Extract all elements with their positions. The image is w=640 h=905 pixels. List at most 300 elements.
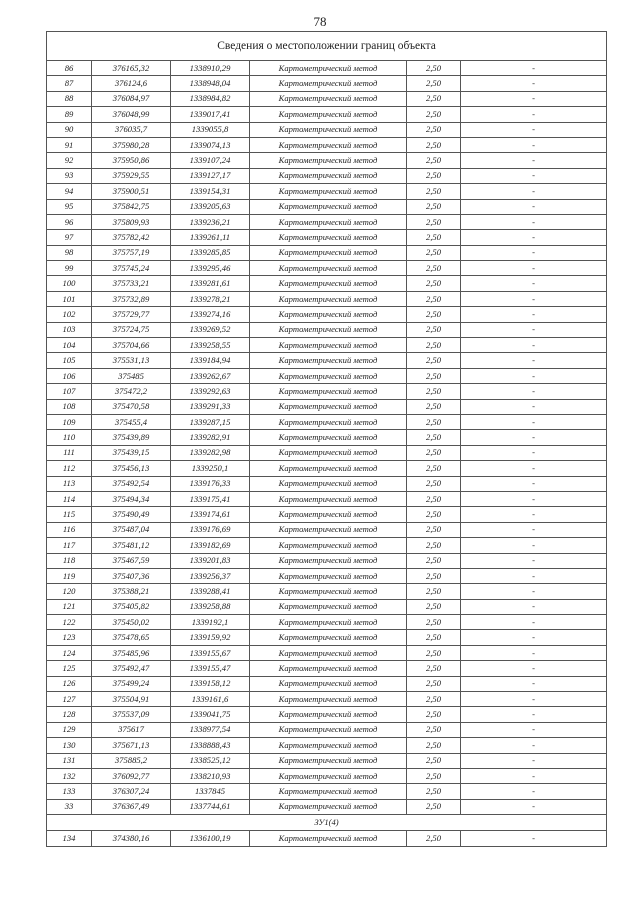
x-coordinate-cell: 375472,2 bbox=[92, 384, 171, 399]
method-cell: Картометрический метод bbox=[250, 353, 407, 368]
accuracy-cell: 2,50 bbox=[407, 91, 461, 106]
y-coordinate-cell: 1339155,47 bbox=[171, 661, 250, 676]
x-coordinate-cell: 375487,04 bbox=[92, 522, 171, 537]
y-coordinate-cell: 1339175,41 bbox=[171, 491, 250, 506]
table-row bbox=[47, 76, 607, 91]
table-row bbox=[47, 368, 607, 383]
description-cell: - bbox=[461, 291, 607, 306]
accuracy-cell: 2,50 bbox=[407, 353, 461, 368]
method-cell: Картометрический метод bbox=[250, 584, 407, 599]
table-row bbox=[47, 430, 607, 445]
accuracy-cell: 2,50 bbox=[407, 692, 461, 707]
point-number-cell: 108 bbox=[47, 399, 92, 414]
table-row bbox=[47, 722, 607, 737]
accuracy-cell: 2,50 bbox=[407, 707, 461, 722]
x-coordinate-cell: 375729,77 bbox=[92, 307, 171, 322]
accuracy-cell: 2,50 bbox=[407, 307, 461, 322]
method-cell: Картометрический метод bbox=[250, 445, 407, 460]
point-number-cell: 105 bbox=[47, 353, 92, 368]
method-cell: Картометрический метод bbox=[250, 261, 407, 276]
method-cell: Картометрический метод bbox=[250, 61, 407, 76]
table-row bbox=[47, 692, 607, 707]
accuracy-cell: 2,50 bbox=[407, 522, 461, 537]
y-coordinate-cell: 1339161,6 bbox=[171, 692, 250, 707]
description-cell: - bbox=[461, 831, 607, 846]
y-coordinate-cell: 1339205,63 bbox=[171, 199, 250, 214]
x-coordinate-cell: 375732,89 bbox=[92, 291, 171, 306]
accuracy-cell: 2,50 bbox=[407, 645, 461, 660]
point-number-cell: 95 bbox=[47, 199, 92, 214]
x-coordinate-cell: 376035,7 bbox=[92, 122, 171, 137]
y-coordinate-cell: 1339041,75 bbox=[171, 707, 250, 722]
table-row bbox=[47, 676, 607, 691]
point-number-cell: 96 bbox=[47, 214, 92, 229]
accuracy-cell: 2,50 bbox=[407, 507, 461, 522]
description-cell: - bbox=[461, 414, 607, 429]
method-cell: Картометрический метод bbox=[250, 122, 407, 137]
point-number-cell: 94 bbox=[47, 184, 92, 199]
y-coordinate-cell: 1339176,33 bbox=[171, 476, 250, 491]
table-row bbox=[47, 214, 607, 229]
table-row bbox=[47, 461, 607, 476]
method-cell: Картометрический метод bbox=[250, 768, 407, 783]
x-coordinate-cell: 375485 bbox=[92, 368, 171, 383]
x-coordinate-cell: 375885,2 bbox=[92, 753, 171, 768]
y-coordinate-cell: 1339158,12 bbox=[171, 676, 250, 691]
x-coordinate-cell: 375405,82 bbox=[92, 599, 171, 614]
description-cell: - bbox=[461, 184, 607, 199]
y-coordinate-cell: 1339192,1 bbox=[171, 615, 250, 630]
point-number-cell: 124 bbox=[47, 645, 92, 660]
table-row bbox=[47, 61, 607, 76]
accuracy-cell: 2,50 bbox=[407, 399, 461, 414]
point-number-cell: 93 bbox=[47, 168, 92, 183]
description-cell: - bbox=[461, 168, 607, 183]
y-coordinate-cell: 1339074,13 bbox=[171, 137, 250, 152]
method-cell: Картометрический метод bbox=[250, 568, 407, 583]
description-cell: - bbox=[461, 784, 607, 799]
y-coordinate-cell: 1339159,92 bbox=[171, 630, 250, 645]
point-number-cell: 86 bbox=[47, 61, 92, 76]
accuracy-cell: 2,50 bbox=[407, 199, 461, 214]
y-coordinate-cell: 1339250,1 bbox=[171, 461, 250, 476]
point-number-cell: 117 bbox=[47, 538, 92, 553]
x-coordinate-cell: 375617 bbox=[92, 722, 171, 737]
point-number-cell: 97 bbox=[47, 230, 92, 245]
method-cell: Картометрический метод bbox=[250, 230, 407, 245]
point-number-cell: 111 bbox=[47, 445, 92, 460]
y-coordinate-cell: 1338977,54 bbox=[171, 722, 250, 737]
point-number-cell: 92 bbox=[47, 153, 92, 168]
table-row bbox=[47, 168, 607, 183]
point-number-cell: 99 bbox=[47, 261, 92, 276]
accuracy-cell: 2,50 bbox=[407, 153, 461, 168]
description-cell: - bbox=[461, 122, 607, 137]
description-cell: - bbox=[461, 137, 607, 152]
method-cell: Картометрический метод bbox=[250, 322, 407, 337]
x-coordinate-cell: 375407,36 bbox=[92, 568, 171, 583]
description-cell: - bbox=[461, 661, 607, 676]
y-coordinate-cell: 1339291,33 bbox=[171, 399, 250, 414]
description-cell: - bbox=[461, 599, 607, 614]
x-coordinate-cell: 375450,02 bbox=[92, 615, 171, 630]
description-cell: - bbox=[461, 692, 607, 707]
description-cell: - bbox=[461, 461, 607, 476]
method-cell: Картометрический метод bbox=[250, 676, 407, 691]
description-cell: - bbox=[461, 76, 607, 91]
x-coordinate-cell: 375671,13 bbox=[92, 738, 171, 753]
point-number-cell: 126 bbox=[47, 676, 92, 691]
method-cell: Картометрический метод bbox=[250, 692, 407, 707]
point-number-cell: 131 bbox=[47, 753, 92, 768]
description-cell: - bbox=[461, 615, 607, 630]
method-cell: Картометрический метод bbox=[250, 414, 407, 429]
table-row bbox=[47, 491, 607, 506]
description-cell: - bbox=[461, 768, 607, 783]
y-coordinate-cell: 1339258,88 bbox=[171, 599, 250, 614]
accuracy-cell: 2,50 bbox=[407, 461, 461, 476]
table-row bbox=[47, 738, 607, 753]
description-cell: - bbox=[461, 61, 607, 76]
y-coordinate-cell: 1338888,43 bbox=[171, 738, 250, 753]
method-cell: Картометрический метод bbox=[250, 599, 407, 614]
x-coordinate-cell: 376307,24 bbox=[92, 784, 171, 799]
accuracy-cell: 2,50 bbox=[407, 568, 461, 583]
method-cell: Картометрический метод bbox=[250, 307, 407, 322]
method-cell: Картометрический метод bbox=[250, 168, 407, 183]
method-cell: Картометрический метод bbox=[250, 291, 407, 306]
point-number-cell: 89 bbox=[47, 107, 92, 122]
table-row bbox=[47, 553, 607, 568]
description-cell: - bbox=[461, 753, 607, 768]
x-coordinate-cell: 375492,54 bbox=[92, 476, 171, 491]
table-row bbox=[47, 399, 607, 414]
method-cell: Картометрический метод bbox=[250, 738, 407, 753]
description-cell: - bbox=[461, 107, 607, 122]
accuracy-cell: 2,50 bbox=[407, 76, 461, 91]
table-row bbox=[47, 538, 607, 553]
accuracy-cell: 2,50 bbox=[407, 338, 461, 353]
x-coordinate-cell: 375537,09 bbox=[92, 707, 171, 722]
x-coordinate-cell: 376048,99 bbox=[92, 107, 171, 122]
point-number-cell: 110 bbox=[47, 430, 92, 445]
table-row bbox=[47, 661, 607, 676]
point-number-cell: 116 bbox=[47, 522, 92, 537]
accuracy-cell: 2,50 bbox=[407, 107, 461, 122]
y-coordinate-cell: 1339055,8 bbox=[171, 122, 250, 137]
description-cell: - bbox=[461, 307, 607, 322]
table-row bbox=[47, 184, 607, 199]
point-number-cell: 91 bbox=[47, 137, 92, 152]
table-row bbox=[47, 707, 607, 722]
table-row bbox=[47, 199, 607, 214]
accuracy-cell: 2,50 bbox=[407, 184, 461, 199]
y-coordinate-cell: 1339107,24 bbox=[171, 153, 250, 168]
method-cell: Картометрический метод bbox=[250, 476, 407, 491]
y-coordinate-cell: 1339278,21 bbox=[171, 291, 250, 306]
point-number-cell: 118 bbox=[47, 553, 92, 568]
table-row bbox=[47, 414, 607, 429]
description-cell: - bbox=[461, 707, 607, 722]
y-coordinate-cell: 1339127,17 bbox=[171, 168, 250, 183]
table-row bbox=[47, 445, 607, 460]
description-cell: - bbox=[461, 445, 607, 460]
table-row bbox=[47, 122, 607, 137]
point-number-cell: 119 bbox=[47, 568, 92, 583]
method-cell: Картометрический метод bbox=[250, 91, 407, 106]
table-row bbox=[47, 507, 607, 522]
y-coordinate-cell: 1339287,15 bbox=[171, 414, 250, 429]
description-cell: - bbox=[461, 353, 607, 368]
table-row bbox=[47, 768, 607, 783]
y-coordinate-cell: 1338525,12 bbox=[171, 753, 250, 768]
table-row bbox=[47, 784, 607, 799]
accuracy-cell: 2,50 bbox=[407, 831, 461, 846]
table-row bbox=[47, 645, 607, 660]
x-coordinate-cell: 376092,77 bbox=[92, 768, 171, 783]
section-label: ЗУ1(4) bbox=[47, 815, 607, 831]
x-coordinate-cell: 375724,75 bbox=[92, 322, 171, 337]
y-coordinate-cell: 1339236,21 bbox=[171, 214, 250, 229]
table-row bbox=[47, 245, 607, 260]
table-row bbox=[47, 153, 607, 168]
y-coordinate-cell: 1339282,91 bbox=[171, 430, 250, 445]
accuracy-cell: 2,50 bbox=[407, 214, 461, 229]
accuracy-cell: 2,50 bbox=[407, 61, 461, 76]
table-row bbox=[47, 753, 607, 768]
description-cell: - bbox=[461, 153, 607, 168]
accuracy-cell: 2,50 bbox=[407, 430, 461, 445]
point-number-cell: 98 bbox=[47, 245, 92, 260]
method-cell: Картометрический метод bbox=[250, 276, 407, 291]
description-cell: - bbox=[461, 584, 607, 599]
point-number-cell: 133 bbox=[47, 784, 92, 799]
y-coordinate-cell: 1339174,61 bbox=[171, 507, 250, 522]
description-cell: - bbox=[461, 630, 607, 645]
description-cell: - bbox=[461, 722, 607, 737]
table-row bbox=[47, 137, 607, 152]
description-cell: - bbox=[461, 91, 607, 106]
point-number-cell: 33 bbox=[47, 799, 92, 814]
y-coordinate-cell: 1339258,55 bbox=[171, 338, 250, 353]
table-row bbox=[47, 322, 607, 337]
section-header-row bbox=[47, 815, 607, 831]
accuracy-cell: 2,50 bbox=[407, 799, 461, 814]
description-cell: - bbox=[461, 230, 607, 245]
x-coordinate-cell: 375745,24 bbox=[92, 261, 171, 276]
method-cell: Картометрический метод bbox=[250, 645, 407, 660]
y-coordinate-cell: 1338984,82 bbox=[171, 91, 250, 106]
x-coordinate-cell: 375499,24 bbox=[92, 676, 171, 691]
x-coordinate-cell: 375456,13 bbox=[92, 461, 171, 476]
x-coordinate-cell: 375809,93 bbox=[92, 214, 171, 229]
y-coordinate-cell: 1339285,85 bbox=[171, 245, 250, 260]
method-cell: Картометрический метод bbox=[250, 245, 407, 260]
y-coordinate-cell: 1337845 bbox=[171, 784, 250, 799]
accuracy-cell: 2,50 bbox=[407, 245, 461, 260]
y-coordinate-cell: 1336100,19 bbox=[171, 831, 250, 846]
y-coordinate-cell: 1339201,83 bbox=[171, 553, 250, 568]
description-cell: - bbox=[461, 338, 607, 353]
description-cell: - bbox=[461, 261, 607, 276]
method-cell: Картометрический метод bbox=[250, 107, 407, 122]
point-number-cell: 88 bbox=[47, 91, 92, 106]
x-coordinate-cell: 375485,96 bbox=[92, 645, 171, 660]
y-coordinate-cell: 1339155,67 bbox=[171, 645, 250, 660]
method-cell: Картометрический метод bbox=[250, 507, 407, 522]
accuracy-cell: 2,50 bbox=[407, 291, 461, 306]
table-title-row bbox=[47, 32, 607, 61]
x-coordinate-cell: 375929,55 bbox=[92, 168, 171, 183]
x-coordinate-cell: 375490,49 bbox=[92, 507, 171, 522]
accuracy-cell: 2,50 bbox=[407, 368, 461, 383]
description-cell: - bbox=[461, 245, 607, 260]
description-cell: - bbox=[461, 645, 607, 660]
method-cell: Картометрический метод bbox=[250, 707, 407, 722]
x-coordinate-cell: 375504,91 bbox=[92, 692, 171, 707]
accuracy-cell: 2,50 bbox=[407, 261, 461, 276]
x-coordinate-cell: 376084,97 bbox=[92, 91, 171, 106]
description-cell: - bbox=[461, 568, 607, 583]
x-coordinate-cell: 374380,16 bbox=[92, 831, 171, 846]
method-cell: Картометрический метод bbox=[250, 553, 407, 568]
accuracy-cell: 2,50 bbox=[407, 476, 461, 491]
accuracy-cell: 2,50 bbox=[407, 784, 461, 799]
x-coordinate-cell: 375757,19 bbox=[92, 245, 171, 260]
point-number-cell: 112 bbox=[47, 461, 92, 476]
method-cell: Картометрический метод bbox=[250, 615, 407, 630]
y-coordinate-cell: 1338910,29 bbox=[171, 61, 250, 76]
point-number-cell: 114 bbox=[47, 491, 92, 506]
point-number-cell: 123 bbox=[47, 630, 92, 645]
table-row bbox=[47, 338, 607, 353]
x-coordinate-cell: 375481,12 bbox=[92, 538, 171, 553]
boundary-coordinates-table bbox=[46, 31, 607, 847]
x-coordinate-cell: 375470,58 bbox=[92, 399, 171, 414]
x-coordinate-cell: 375388,21 bbox=[92, 584, 171, 599]
y-coordinate-cell: 1339292,63 bbox=[171, 384, 250, 399]
accuracy-cell: 2,50 bbox=[407, 722, 461, 737]
table-row bbox=[47, 584, 607, 599]
x-coordinate-cell: 376367,49 bbox=[92, 799, 171, 814]
point-number-cell: 127 bbox=[47, 692, 92, 707]
y-coordinate-cell: 1339176,69 bbox=[171, 522, 250, 537]
table-row bbox=[47, 307, 607, 322]
description-cell: - bbox=[461, 738, 607, 753]
description-cell: - bbox=[461, 522, 607, 537]
method-cell: Картометрический метод bbox=[250, 753, 407, 768]
accuracy-cell: 2,50 bbox=[407, 168, 461, 183]
description-cell: - bbox=[461, 199, 607, 214]
y-coordinate-cell: 1339262,67 bbox=[171, 368, 250, 383]
y-coordinate-cell: 1339017,41 bbox=[171, 107, 250, 122]
method-cell: Картометрический метод bbox=[250, 338, 407, 353]
accuracy-cell: 2,50 bbox=[407, 599, 461, 614]
description-cell: - bbox=[461, 799, 607, 814]
y-coordinate-cell: 1338948,04 bbox=[171, 76, 250, 91]
x-coordinate-cell: 375842,75 bbox=[92, 199, 171, 214]
accuracy-cell: 2,50 bbox=[407, 322, 461, 337]
y-coordinate-cell: 1339184,94 bbox=[171, 353, 250, 368]
method-cell: Картометрический метод bbox=[250, 722, 407, 737]
accuracy-cell: 2,50 bbox=[407, 445, 461, 460]
table-row bbox=[47, 91, 607, 106]
x-coordinate-cell: 375950,86 bbox=[92, 153, 171, 168]
table-row bbox=[47, 568, 607, 583]
accuracy-cell: 2,50 bbox=[407, 414, 461, 429]
description-cell: - bbox=[461, 491, 607, 506]
y-coordinate-cell: 1339281,61 bbox=[171, 276, 250, 291]
table-row bbox=[47, 615, 607, 630]
y-coordinate-cell: 1339182,69 bbox=[171, 538, 250, 553]
accuracy-cell: 2,50 bbox=[407, 584, 461, 599]
table-row bbox=[47, 599, 607, 614]
method-cell: Картометрический метод bbox=[250, 784, 407, 799]
y-coordinate-cell: 1339154,31 bbox=[171, 184, 250, 199]
point-number-cell: 121 bbox=[47, 599, 92, 614]
accuracy-cell: 2,50 bbox=[407, 276, 461, 291]
point-number-cell: 100 bbox=[47, 276, 92, 291]
point-number-cell: 109 bbox=[47, 414, 92, 429]
table-row bbox=[47, 831, 607, 846]
point-number-cell: 115 bbox=[47, 507, 92, 522]
method-cell: Картометрический метод bbox=[250, 799, 407, 814]
method-cell: Картометрический метод bbox=[250, 661, 407, 676]
method-cell: Картометрический метод bbox=[250, 153, 407, 168]
table-row bbox=[47, 107, 607, 122]
accuracy-cell: 2,50 bbox=[407, 615, 461, 630]
x-coordinate-cell: 376124,6 bbox=[92, 76, 171, 91]
x-coordinate-cell: 375467,59 bbox=[92, 553, 171, 568]
x-coordinate-cell: 376165,32 bbox=[92, 61, 171, 76]
point-number-cell: 134 bbox=[47, 831, 92, 846]
x-coordinate-cell: 375494,34 bbox=[92, 491, 171, 506]
table-row bbox=[47, 230, 607, 245]
description-cell: - bbox=[461, 399, 607, 414]
method-cell: Картометрический метод bbox=[250, 630, 407, 645]
description-cell: - bbox=[461, 676, 607, 691]
y-coordinate-cell: 1339269,52 bbox=[171, 322, 250, 337]
y-coordinate-cell: 1339282,98 bbox=[171, 445, 250, 460]
accuracy-cell: 2,50 bbox=[407, 738, 461, 753]
x-coordinate-cell: 375531,13 bbox=[92, 353, 171, 368]
point-number-cell: 106 bbox=[47, 368, 92, 383]
description-cell: - bbox=[461, 384, 607, 399]
method-cell: Картометрический метод bbox=[250, 430, 407, 445]
y-coordinate-cell: 1339256,37 bbox=[171, 568, 250, 583]
method-cell: Картометрический метод bbox=[250, 831, 407, 846]
x-coordinate-cell: 375455,4 bbox=[92, 414, 171, 429]
accuracy-cell: 2,50 bbox=[407, 230, 461, 245]
method-cell: Картометрический метод bbox=[250, 399, 407, 414]
table-row bbox=[47, 799, 607, 814]
description-cell: - bbox=[461, 368, 607, 383]
table-row bbox=[47, 384, 607, 399]
accuracy-cell: 2,50 bbox=[407, 661, 461, 676]
table-row bbox=[47, 261, 607, 276]
point-number-cell: 87 bbox=[47, 76, 92, 91]
point-number-cell: 120 bbox=[47, 584, 92, 599]
point-number-cell: 132 bbox=[47, 768, 92, 783]
table-title: Сведения о местоположении границ объекта bbox=[47, 32, 607, 61]
method-cell: Картометрический метод bbox=[250, 214, 407, 229]
accuracy-cell: 2,50 bbox=[407, 630, 461, 645]
table-row bbox=[47, 522, 607, 537]
method-cell: Картометрический метод bbox=[250, 491, 407, 506]
point-number-cell: 101 bbox=[47, 291, 92, 306]
method-cell: Картометрический метод bbox=[250, 461, 407, 476]
y-coordinate-cell: 1338210,93 bbox=[171, 768, 250, 783]
